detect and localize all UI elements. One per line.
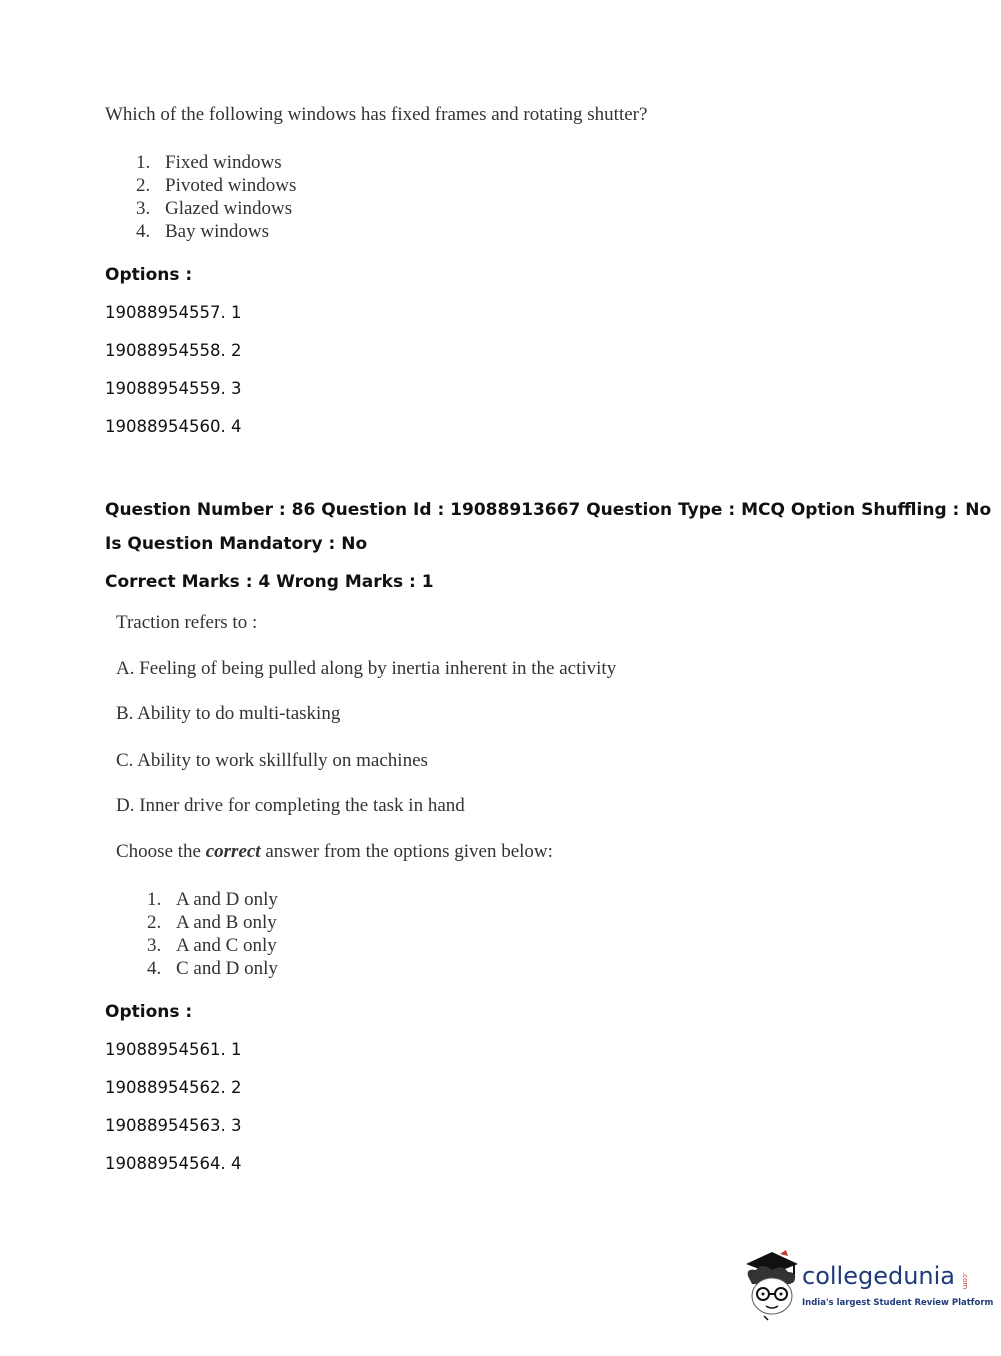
- choice-item: 2. A and B only: [147, 912, 277, 933]
- choice-item: 1. A and D only: [147, 889, 278, 910]
- choice-item: 2. Pivoted windows: [136, 175, 297, 196]
- statement-item: B. Ability to do multi-tasking: [116, 703, 341, 724]
- statement-item: D. Inner drive for completing the task in hand: [116, 795, 465, 816]
- option-item: 19088954562. 2: [105, 1078, 242, 1097]
- question-meta-line: Question Number : 86 Question Id : 19088913667 Question Type : MCQ Option Shuffling : No: [105, 500, 992, 520]
- choice-item: 4. Bay windows: [136, 221, 269, 242]
- question-1-text: Which of the following windows has fixed frames and rotating shutter?: [105, 104, 648, 125]
- choice-item: 4. C and D only: [147, 958, 278, 979]
- emphasis-correct: correct: [205, 841, 261, 862]
- option-item: 19088954564. 4: [105, 1154, 242, 1173]
- option-item: 19088954561. 1: [105, 1040, 242, 1059]
- option-item: 19088954559. 3: [105, 379, 242, 398]
- option-item: 19088954563. 3: [105, 1116, 242, 1135]
- question-2-choices: [147, 888, 278, 980]
- question-1-choices: [136, 151, 296, 243]
- collegedunia-logo: [742, 1250, 994, 1322]
- options-heading: Options :: [105, 1002, 193, 1022]
- choice-item: 1. Fixed windows: [136, 152, 282, 173]
- logo-suffix: .com: [961, 1272, 969, 1290]
- options-heading: Options :: [105, 265, 193, 285]
- logo-tagline: India's largest Student Review Platform: [802, 1298, 994, 1308]
- graduate-mascot-icon: [742, 1250, 802, 1322]
- statement-item: C. Ability to work skillfully on machines: [116, 750, 428, 771]
- statement-item: A. Feeling of being pulled along by inertia inherent in the activity: [116, 658, 617, 679]
- option-item: 19088954557. 1: [105, 303, 242, 322]
- option-item: 19088954558. 2: [105, 341, 242, 360]
- logo-wordmark: collegedunia: [802, 1262, 956, 1290]
- choice-item: 3. Glazed windows: [136, 198, 293, 219]
- question-marks: Correct Marks : 4 Wrong Marks : 1: [105, 572, 434, 592]
- question-mandatory: Is Question Mandatory : No: [105, 534, 368, 554]
- question-2-intro: Traction refers to :: [116, 612, 258, 633]
- choose-instruction: Choose the correct answer from the options given below:: [116, 841, 553, 862]
- option-item: 19088954560. 4: [105, 417, 242, 436]
- choice-item: 3. A and C only: [147, 935, 277, 956]
